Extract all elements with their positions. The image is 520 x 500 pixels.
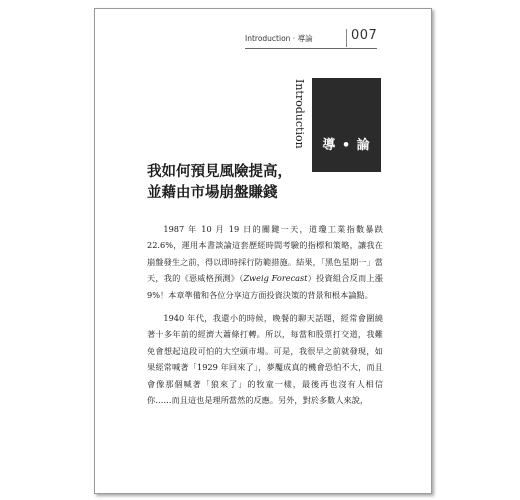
header-rule bbox=[245, 48, 377, 49]
header-divider bbox=[346, 29, 347, 47]
paragraph-1-text-a: 1987 年 10 月 19 日的關鍵一天，道瓊工業指數暴跌 22.6%，運用本書談論這套歷經時間考驗的指標和策略，讓我在崩盤發生之前，得以即時採行防範措施。結果，「黑色星期一」當天，我的《惡威格預測》（ bbox=[147, 224, 383, 284]
book-page bbox=[94, 8, 432, 494]
chapter-title-block bbox=[312, 78, 381, 172]
headline-line-1: 我如何預見風險提高， bbox=[147, 163, 292, 180]
running-head: Introduction · 導論 bbox=[245, 34, 313, 43]
paragraph-2-text: 1940 年代，我還小的時候，晚餐的聊天話題，經常會圍繞著十多年前的經濟大蕭條打轉。所以，每當和股票打交道，我難免會想起這段可怕的大空頭市場。可是，我很早之前就發現，如果經常喊著「1929 年回來了」，夢魘成真的機會恐怕不大，而且會像那個喊著「狼來了」的牧童一樣，最後再也沒有人相信你……而且這也是理所當然的反應。另外，對於多數人來說， bbox=[147, 313, 383, 406]
chapter-side-label: Introduction bbox=[293, 79, 306, 149]
paragraph-1-text-b: ）投資組合反而上漲 9%！本章準備和各位分享這方面投資決策的背景和根本論點。 bbox=[147, 273, 383, 300]
paragraph-1-italic-title: Zweig Forecast bbox=[243, 273, 308, 284]
paragraph-2 bbox=[147, 310, 383, 408]
paragraph-1 bbox=[147, 221, 383, 303]
section-headline bbox=[147, 161, 377, 203]
chapter-title: 導 • 論 bbox=[322, 138, 371, 153]
headline-line-2: 並藉由市場崩盤賺錢 bbox=[147, 184, 278, 201]
body-text bbox=[147, 221, 383, 415]
page-number: 007 bbox=[351, 28, 378, 43]
